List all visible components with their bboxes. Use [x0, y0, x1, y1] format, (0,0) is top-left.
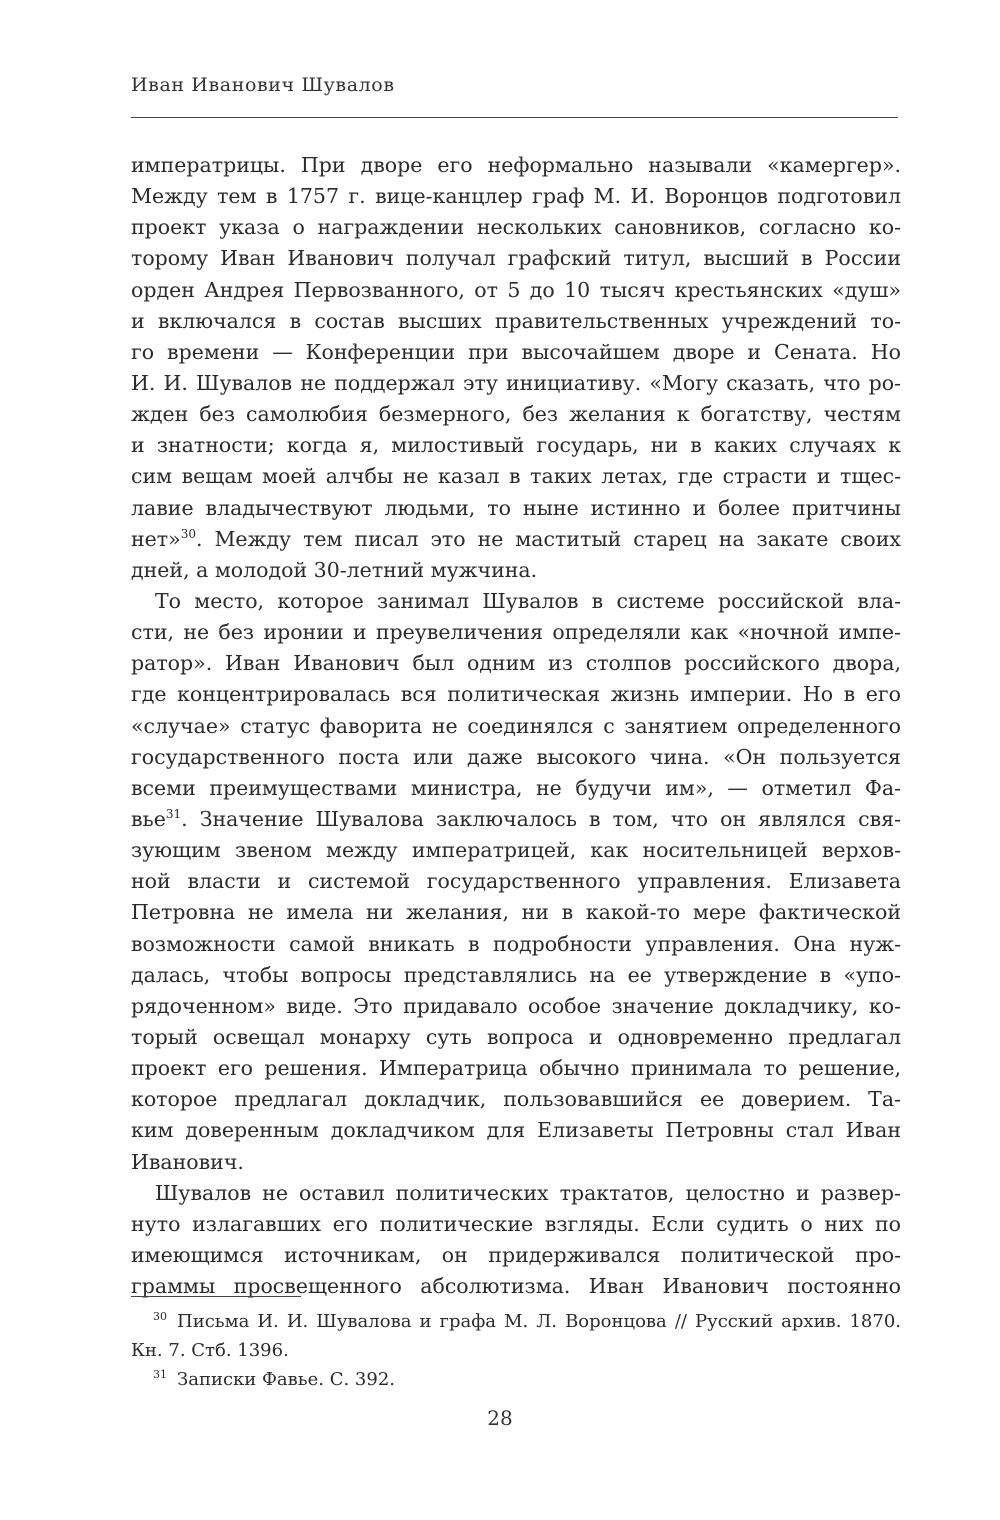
footnote-rule	[131, 1296, 301, 1297]
footnote-31	[131, 1365, 901, 1394]
text-line: нуто излагавших его политические взгляды. Если судить о них по	[131, 1211, 901, 1236]
text-line: проект указа о награждении нескольких сановников, согласно ко-	[131, 215, 901, 240]
text-line: го времени — Конференции при высочайшем дворе и Сената. Но	[131, 339, 901, 364]
running-title: Иван Иванович Шувалов	[131, 74, 395, 96]
text-line: и знатности; когда я, милостивый государь, ни в каких случаях к	[131, 433, 901, 458]
text-line: государственного поста или даже высокого чина. «Он пользуется	[131, 744, 901, 769]
page-number: 28	[487, 1406, 513, 1430]
text-line: которое предлагал докладчик, пользовавшийся ее доверием. Та-	[131, 1087, 901, 1112]
footnotes	[131, 1307, 901, 1394]
text-line: зующим звеном между императрицей, как носительницей верхов-	[131, 838, 901, 863]
text-line	[131, 804, 901, 835]
footnote-text: Записки Фавье. С. 392.	[177, 1369, 395, 1390]
footnote-text: Письма И. И. Шувалова и графа М. Л. Воронцова // Русский архив. 1870.	[177, 1311, 901, 1332]
text-line: Между тем в 1757 г. вице-канцлер граф М. И. Воронцов подготовил	[131, 184, 901, 209]
text-line: «случае» статус фаворита не соединялся с занятием определенного	[131, 713, 901, 738]
text-line: ной власти и системой государственного управления. Елизавета	[131, 869, 901, 894]
footnote-30	[131, 1307, 901, 1336]
text-segment: нет»	[131, 526, 181, 551]
text-segment: вье	[131, 806, 166, 831]
text-line: и включался в состав высших правительственных учреждений то-	[131, 308, 901, 333]
text-line: Иванович.	[131, 1149, 244, 1174]
footnote-number: 31	[153, 1368, 167, 1381]
footnote-ref-31[interactable]: 31	[165, 807, 182, 822]
text-line: торому Иван Иванович получал графский титул, высший в России	[131, 246, 901, 271]
main-text	[131, 150, 901, 1302]
text-segment: . Между тем писал это не маститый старец на закате своих	[195, 526, 901, 551]
text-line: далась, чтобы вопросы представлялись на ее утверждение в «упо-	[131, 962, 901, 987]
text-line: рядоченном» виде. Это придавало особое значение докладчику, ко-	[131, 993, 901, 1018]
text-line: дней, а молодой 30-летний мужчина.	[131, 557, 538, 582]
text-line: имеющимся источникам, он придерживался политической про-	[131, 1242, 901, 1267]
text-line: проект его решения. Императрица обычно принимала то решение,	[131, 1056, 901, 1081]
footnote-number: 30	[153, 1310, 167, 1323]
text-line: где концентрировалась вся политическая жизнь империи. Но в его	[131, 682, 901, 707]
text-line: То место, которое занимал Шувалов в системе российской вла-	[155, 588, 901, 613]
text-line: граммы просвещенного абсолютизма. Иван Иванович постоянно	[131, 1274, 901, 1299]
text-line: торый освещал монарху суть вопроса и одновременно предлагал	[131, 1024, 901, 1049]
text-line: ким доверенным докладчиком для Елизаветы Петровны стал Иван	[131, 1118, 901, 1143]
text-line: сти, не без иронии и преувеличения определяли как «ночной импе-	[131, 620, 901, 645]
text-line: орден Андрея Первозванного, от 5 до 10 тысяч крестьянских «душ»	[131, 277, 901, 302]
text-line: жден без самолюбия безмерного, без желания к богатству, честям	[131, 402, 901, 427]
text-line: И. И. Шувалов не поддержал эту инициативу. «Могу сказать, что ро-	[131, 370, 901, 395]
footnote-30-continued: Кн. 7. Стб. 1396.	[131, 1340, 289, 1361]
text-line: императрицы. При дворе его неформально называли «камергер».	[131, 153, 901, 177]
text-line: Петровна не имела ни желания, ни в какой-то мере фактической	[131, 900, 901, 925]
text-segment: . Значение Шувалова заключалось в том, что он являлся свя-	[181, 806, 901, 831]
text-line: всеми преимуществами министра, не будучи им», — отметил Фа-	[131, 775, 901, 800]
text-line: лавие владычествуют людьми, то ныне истинно и более притчины	[131, 495, 901, 520]
text-line: сим вещам моей алчбы не казал в таких летах, где страсти и тщес-	[131, 464, 901, 489]
text-line	[131, 524, 901, 555]
footnote-ref-30[interactable]: 30	[180, 526, 196, 541]
text-line: возможности самой вникать в подробности управления. Она нуж-	[131, 931, 901, 956]
header-rule	[131, 117, 898, 118]
text-line: ратор». Иван Иванович был одним из столпов российского двора,	[131, 651, 901, 676]
text-line: Шувалов не оставил политических трактатов, целостно и развер-	[155, 1180, 901, 1205]
